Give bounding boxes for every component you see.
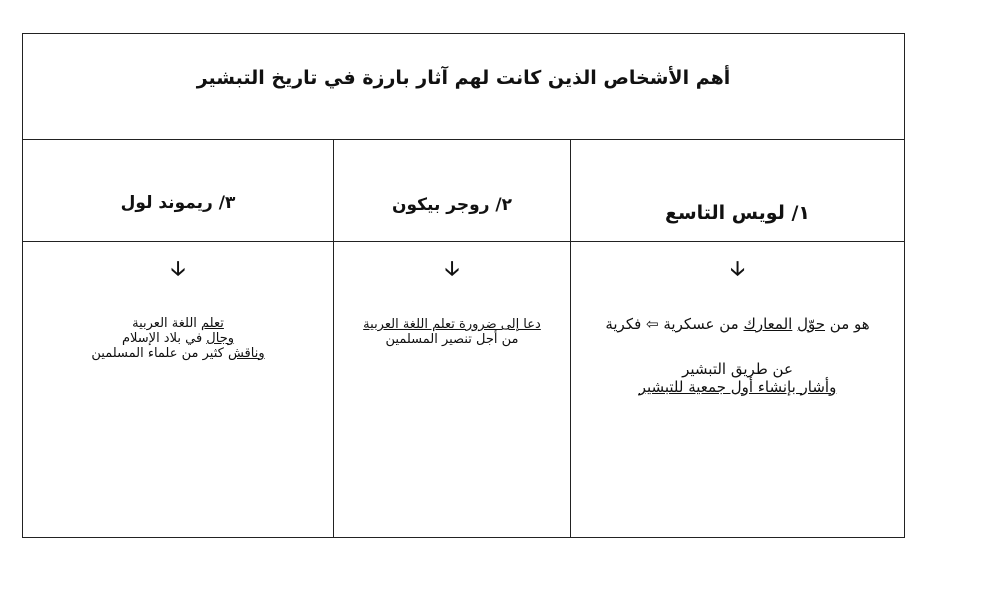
down-arrow-icon: 🡣 xyxy=(444,256,460,280)
body-line: من أجل تنصير المسلمين xyxy=(385,331,519,347)
column-header-cell xyxy=(334,140,570,242)
column-roger-bacon xyxy=(333,140,571,537)
body-line-underlined: دعا إلى ضرورة تعلم اللغة العربية xyxy=(363,317,541,332)
down-arrow-icon: 🡣 xyxy=(170,256,186,280)
column-body xyxy=(23,317,333,362)
title-row xyxy=(23,34,904,140)
text-segment: اللغة العربية xyxy=(132,316,202,331)
column-header: ٣/ ريموند لول xyxy=(120,193,236,213)
text-segment: في بلاد الإسلام xyxy=(121,330,207,346)
underlined-text: وناقش xyxy=(227,345,265,361)
column-raymond-lull xyxy=(23,140,333,537)
column-louis-ix xyxy=(571,140,904,537)
body-line xyxy=(23,332,333,347)
body-line xyxy=(23,317,333,332)
down-arrow-icon: 🡣 xyxy=(730,256,745,280)
underlined-text: حوّل xyxy=(797,315,826,333)
column-body xyxy=(571,316,904,396)
text-segment: من عسكرية ⇦ فكرية xyxy=(605,315,744,333)
body-line xyxy=(23,347,333,362)
column-header-cell xyxy=(571,140,904,242)
body-line: عن طريق التبشير xyxy=(682,360,793,379)
table-title: أهم الأشخاص الذين كانت لهم آثار بارزة في تاريخ التبشير xyxy=(196,67,731,89)
underlined-text: تعلم xyxy=(201,316,224,331)
body-line-underlined: وأشار بإنشاء أول جمعية للتبشير xyxy=(638,377,837,396)
document-table xyxy=(22,33,905,538)
column-header: ٢/ روجر بيكون xyxy=(392,195,512,215)
underlined-text: المعارك xyxy=(743,315,793,333)
text-segment: هو من xyxy=(825,315,870,333)
column-header-cell xyxy=(23,140,333,242)
text-segment: كثير من علماء المسلمين xyxy=(91,345,228,361)
column-header: ١/ لويس التاسع xyxy=(664,202,811,224)
column-body xyxy=(334,318,570,348)
underlined-text: وجال xyxy=(206,330,235,346)
body-line xyxy=(571,316,904,333)
